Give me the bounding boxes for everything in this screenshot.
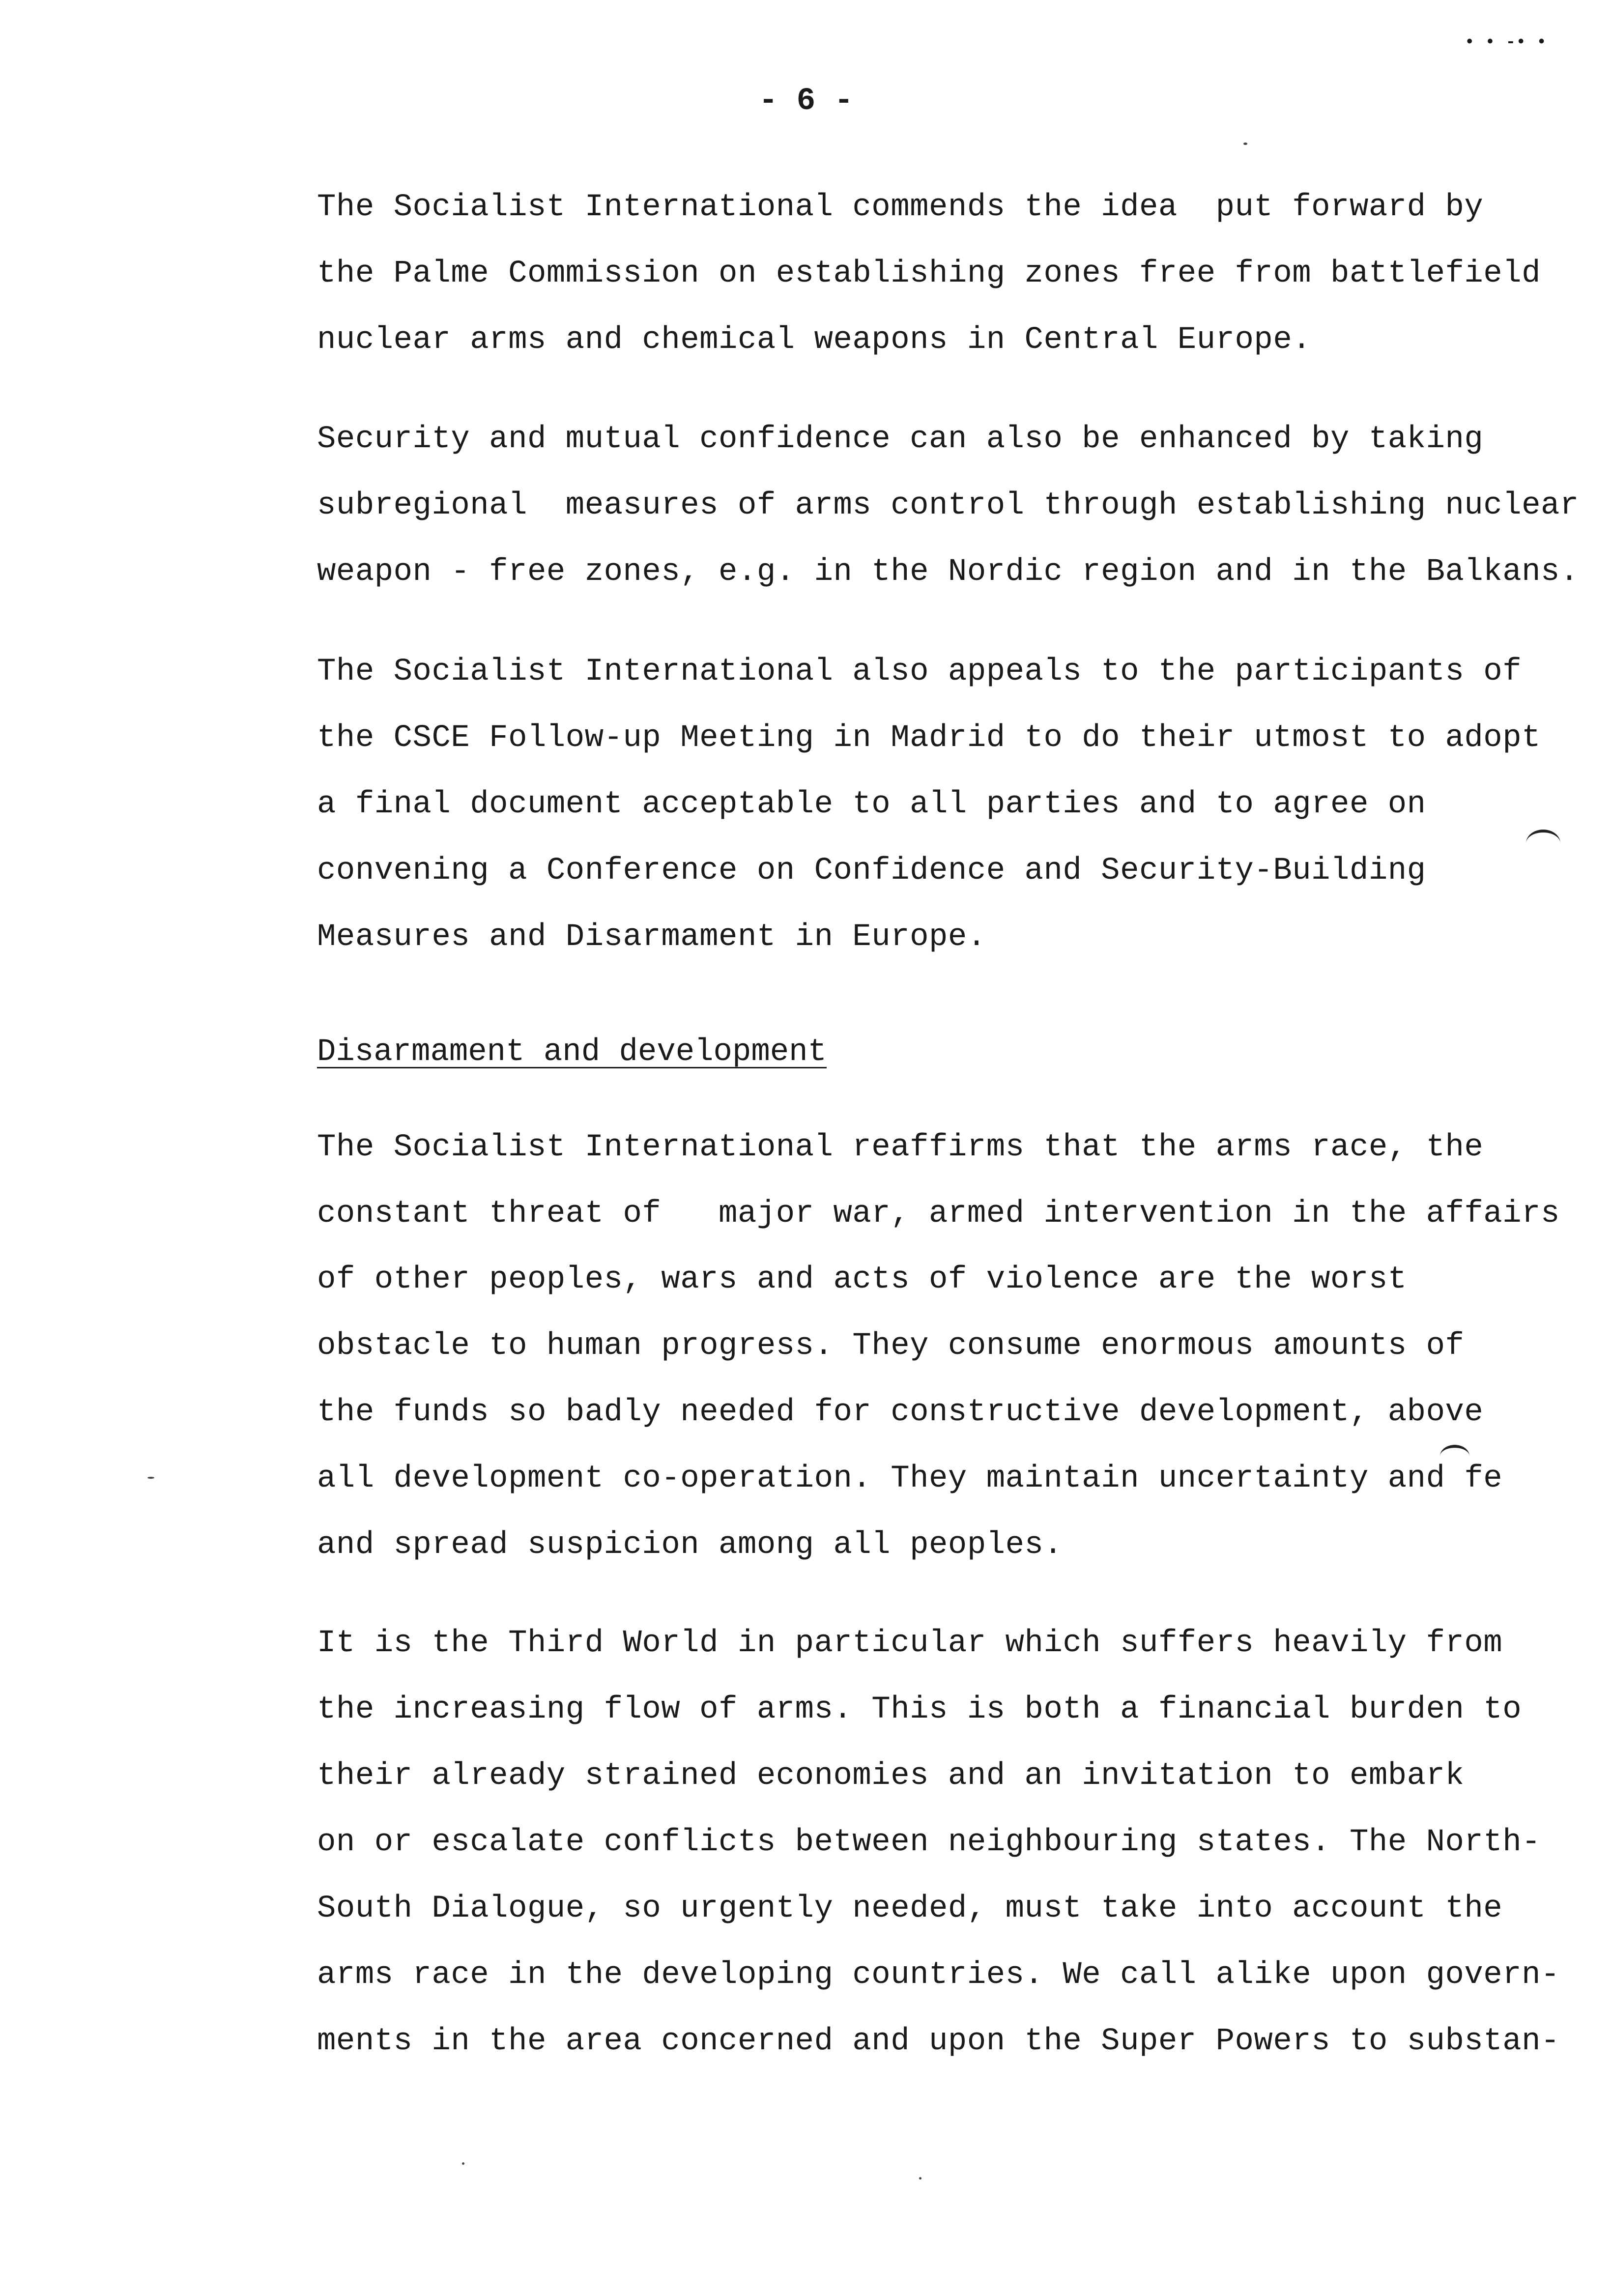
paragraph-3-line-1: The Socialist International also appeals to the participants of xyxy=(317,654,1522,689)
scan-speck xyxy=(919,2177,921,2180)
paragraph-3-line-3: a final document acceptable to all parties and to agree on xyxy=(317,787,1426,822)
section-paragraph-2-line-2: the increasing flow of arms. This is both a financial burden to xyxy=(317,1692,1522,1727)
paragraph-2-line-3: weapon - free zones, e.g. in the Nordic region and in the Balkans. xyxy=(317,554,1579,590)
section-paragraph-2-line-5: South Dialogue, so urgently needed, must take into account the xyxy=(317,1891,1503,1926)
scan-speck xyxy=(1243,143,1247,145)
paragraph-3-line-5: Measures and Disarmament in Europe. xyxy=(317,919,986,955)
section-paragraph-2-line-4: on or escalate conflicts between neighbouring states. The North- xyxy=(317,1825,1541,1860)
handwritten-arc-mark-2 xyxy=(1440,1445,1469,1467)
section-paragraph-1-line-4: obstacle to human progress. They consume enormous amounts of xyxy=(317,1328,1465,1364)
section-paragraph-1-line-2: constant threat of major war, armed intervention in the affairs xyxy=(317,1196,1560,1232)
section-paragraph-2-line-6: arms race in the developing countries. We call alike upon govern- xyxy=(317,1957,1560,1993)
paragraph-1-line-2: the Palme Commission on establishing zones free from battlefield xyxy=(317,256,1541,291)
section-paragraph-1-line-1: The Socialist International reaffirms that the arms race, the xyxy=(317,1130,1484,1165)
paragraph-1-line-1: The Socialist International commends the idea put forward by xyxy=(317,190,1484,225)
section-paragraph-1-line-7: and spread suspicion among all peoples. xyxy=(317,1527,1063,1563)
paragraph-3-line-2: the CSCE Follow-up Meeting in Madrid to do their utmost to adopt xyxy=(317,720,1541,756)
scan-speck xyxy=(462,2162,464,2165)
paragraph-3-line-4: convening a Conference on Confidence and Security-Building xyxy=(317,853,1426,889)
handwritten-arc-mark xyxy=(1526,830,1560,857)
section-paragraph-2-line-1: It is the Third World in particular which suffers heavily from xyxy=(317,1626,1503,1661)
section-paragraph-2-line-3: their already strained economies and an invitation to embark xyxy=(317,1758,1465,1794)
page-number: - 6 - xyxy=(758,84,854,119)
section-heading: Disarmament and development xyxy=(317,1034,827,1070)
corner-mark: • • -• • xyxy=(1465,33,1547,52)
paragraph-2-line-2: subregional measures of arms control through establishing nuclear xyxy=(317,488,1579,523)
section-paragraph-1-line-6: all development co-operation. They maintain uncertainty and fe xyxy=(317,1461,1503,1496)
section-paragraph-1-line-3: of other peoples, wars and acts of violence are the worst xyxy=(317,1262,1407,1297)
paragraph-1-line-3: nuclear arms and chemical weapons in Central Europe. xyxy=(317,322,1312,358)
section-paragraph-2-line-7: ments in the area concerned and upon the Super Powers to substan- xyxy=(317,2024,1560,2059)
scan-speck xyxy=(147,1477,154,1479)
paragraph-2-line-1: Security and mutual confidence can also be enhanced by taking xyxy=(317,422,1484,457)
section-paragraph-1-line-5: the funds so badly needed for constructive development, above xyxy=(317,1395,1484,1430)
